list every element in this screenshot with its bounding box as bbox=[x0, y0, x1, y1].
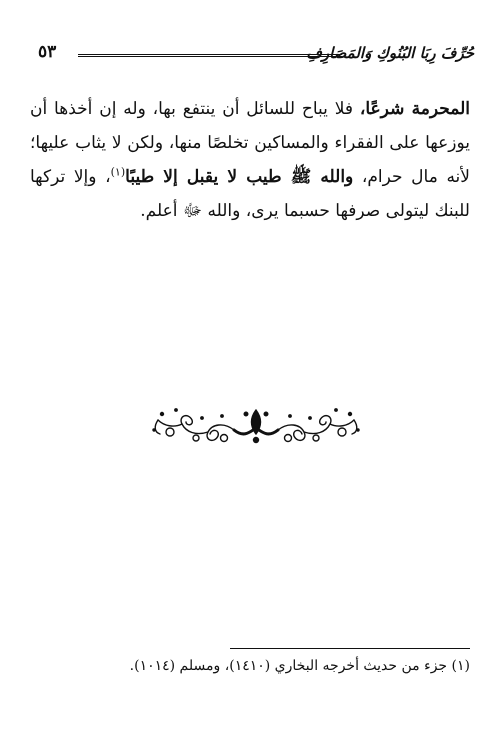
footnote-reference: (١) bbox=[110, 165, 126, 179]
paragraph-text-1: فلا يباح للسائل أن ينتفع بها، وله إن أخذها أن يوزعها على الفقراء والمساكين تخلصًا منها، ولكن لا يثاب عليها؛ لأنه مال حرام، bbox=[30, 99, 470, 187]
lead-phrase: المحرمة شرعًا، bbox=[359, 99, 470, 119]
hadith-quote: والله ﷺ طيب لا يقبل إلا طيبًا bbox=[125, 167, 354, 187]
main-paragraph bbox=[30, 92, 470, 228]
paragraph bbox=[30, 92, 470, 228]
footnote-text: (١) جزء من حديث أخرجه البخاري (١٤١٠)، ومسلم (١٠١٤). bbox=[129, 658, 470, 674]
running-title: حُرِّفَ رِبَا البُنُوكِ وَالمَصَارِفِ bbox=[306, 44, 474, 62]
floral-divider-icon bbox=[150, 402, 362, 448]
page-header bbox=[38, 40, 474, 70]
header-rule bbox=[78, 54, 342, 57]
page-number: ٥٣ bbox=[38, 42, 57, 62]
paragraph-text-2: ، وإلا تركها للبنك ليتولى صرفها حسبما يرى، والله ﷻ أعلم. bbox=[30, 167, 470, 221]
footnote bbox=[30, 654, 470, 678]
footnote-separator bbox=[230, 648, 470, 649]
